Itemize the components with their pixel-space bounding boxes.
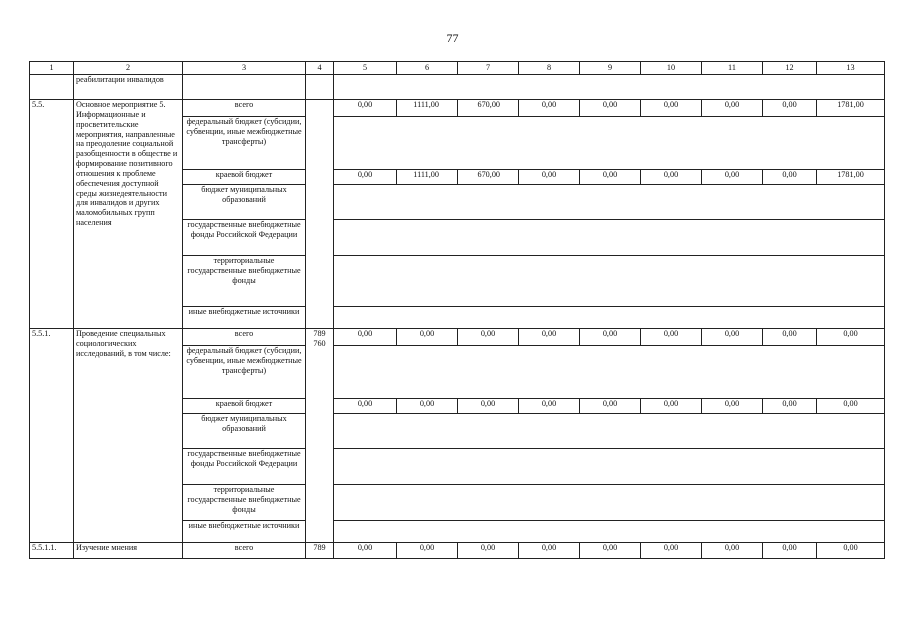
source-label: всего <box>183 543 306 559</box>
value-cell: 0,00 <box>702 100 763 117</box>
value-cell: 1781,00 <box>817 170 885 185</box>
source-label: территориальные государственные внебюджетные фонды <box>183 485 306 521</box>
value-cell: 0,00 <box>458 399 519 414</box>
value-cell: 0,00 <box>817 399 885 414</box>
source-label: федеральный бюджет (субсидии, субвенции, иные межбюджетные трансферты) <box>183 117 306 170</box>
value-cell: 0,00 <box>580 543 641 559</box>
source-label: бюджет муниципальных образований <box>183 185 306 220</box>
value-cell: 0,00 <box>458 329 519 346</box>
value-cell: 1781,00 <box>817 100 885 117</box>
value-cell: 0,00 <box>641 100 702 117</box>
row-name: Проведение специальных социологических исследований, в том числе: <box>74 329 183 543</box>
value-cell: 0,00 <box>641 329 702 346</box>
column-header: 13 <box>817 62 885 75</box>
column-header: 9 <box>580 62 641 75</box>
column-header: 4 <box>306 62 334 75</box>
source-label: краевой бюджет <box>183 170 306 185</box>
column-header: 12 <box>763 62 817 75</box>
table-row <box>30 100 885 117</box>
column-header: 7 <box>458 62 519 75</box>
column-number-row <box>30 62 885 75</box>
value-cell: 1111,00 <box>397 100 458 117</box>
value-cell: 0,00 <box>397 399 458 414</box>
source-label: краевой бюджет <box>183 399 306 414</box>
source-label: федеральный бюджет (субсидии, субвенции, иные межбюджетные трансферты) <box>183 346 306 399</box>
value-cell: 0,00 <box>334 329 397 346</box>
value-cell: 0,00 <box>702 329 763 346</box>
value-cell: 0,00 <box>519 170 580 185</box>
value-cell: 0,00 <box>519 543 580 559</box>
value-cell: 0,00 <box>763 170 817 185</box>
value-cell: 0,00 <box>458 543 519 559</box>
source-label: всего <box>183 329 306 346</box>
value-cell: 0,00 <box>763 329 817 346</box>
row-name: Изучение мнения <box>74 543 183 559</box>
value-cell: 0,00 <box>763 399 817 414</box>
value-cell: 0,00 <box>641 170 702 185</box>
page-number: 77 <box>446 31 459 45</box>
table-row <box>30 543 885 559</box>
row-code: 5.5.1.1. <box>30 543 74 559</box>
table-row-continuation <box>30 75 885 100</box>
column-header: 2 <box>74 62 183 75</box>
row-code: 5.5. <box>30 100 74 329</box>
value-cell: 670,00 <box>458 100 519 117</box>
value-cell: 0,00 <box>817 329 885 346</box>
value-cell: 0,00 <box>580 329 641 346</box>
row-code: 5.5.1. <box>30 329 74 543</box>
row-name: Основное мероприятие 5. Информационные и просветительские мероприятия, направленные на преодоление социальной разобщенности в обществе и формирование позитивного отношения к проблеме обеспечения доступной среды жизнедеятельности для инвалидов и других маломобильных групп населения <box>74 100 183 329</box>
value-cell: 0,00 <box>580 170 641 185</box>
value-cell: 0,00 <box>702 543 763 559</box>
value-cell: 0,00 <box>641 399 702 414</box>
value-cell: 0,00 <box>702 399 763 414</box>
column-header: 1 <box>30 62 74 75</box>
column-header: 8 <box>519 62 580 75</box>
value-cell: 0,00 <box>702 170 763 185</box>
value-cell: 0,00 <box>817 543 885 559</box>
source-label: государственные внебюджетные фонды Российской Федерации <box>183 449 306 485</box>
column-header: 5 <box>334 62 397 75</box>
column-header: 11 <box>702 62 763 75</box>
value-cell: 0,00 <box>397 329 458 346</box>
value-cell: 0,00 <box>397 543 458 559</box>
value-cell: 0,00 <box>519 399 580 414</box>
value-cell: 670,00 <box>458 170 519 185</box>
column-header: 6 <box>397 62 458 75</box>
source-label: иные внебюджетные источники <box>183 307 306 329</box>
row-col4: 789 <box>306 543 334 559</box>
value-cell: 0,00 <box>334 170 397 185</box>
row-col4: 789 760 <box>306 329 334 543</box>
source-label: территориальные государственные внебюджетные фонды <box>183 256 306 307</box>
value-cell: 0,00 <box>334 543 397 559</box>
value-cell: 0,00 <box>641 543 702 559</box>
value-cell: 0,00 <box>334 100 397 117</box>
continuation-text: реабилитации инвалидов <box>74 75 183 100</box>
value-cell: 0,00 <box>763 100 817 117</box>
value-cell: 0,00 <box>763 543 817 559</box>
source-label: государственные внебюджетные фонды Российской Федерации <box>183 220 306 256</box>
column-header: 3 <box>183 62 306 75</box>
source-label: иные внебюджетные источники <box>183 521 306 543</box>
source-label: всего <box>183 100 306 117</box>
value-cell: 0,00 <box>334 399 397 414</box>
source-label: бюджет муниципальных образований <box>183 414 306 449</box>
table-row <box>30 329 885 346</box>
budget-table <box>29 61 885 559</box>
value-cell: 0,00 <box>519 329 580 346</box>
value-cell: 0,00 <box>580 399 641 414</box>
value-cell: 1111,00 <box>397 170 458 185</box>
value-cell: 0,00 <box>519 100 580 117</box>
column-header: 10 <box>641 62 702 75</box>
value-cell: 0,00 <box>580 100 641 117</box>
